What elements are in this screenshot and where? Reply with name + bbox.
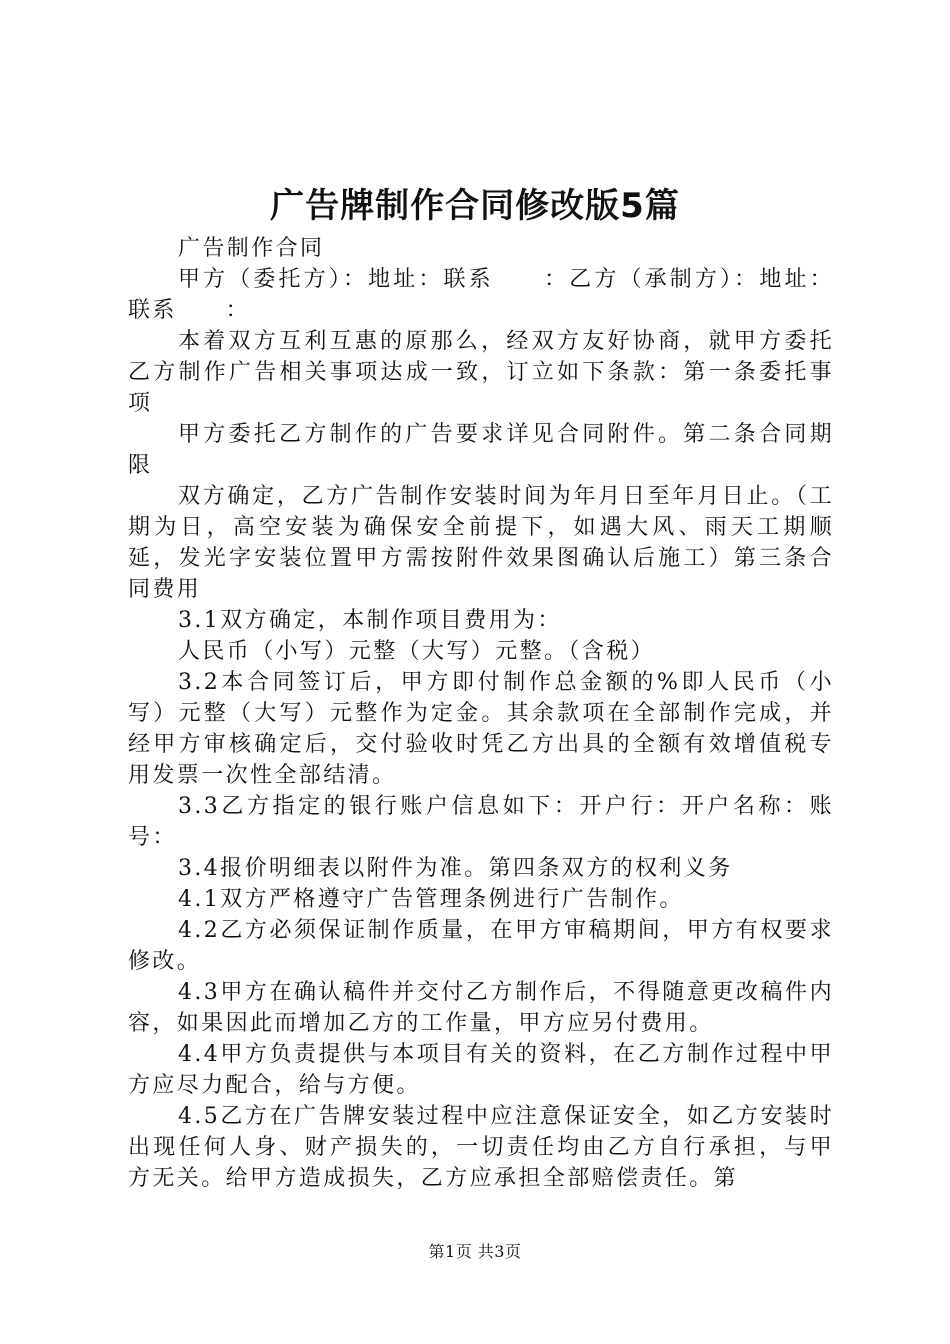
paragraph-3-2: 3.2本合同签订后，甲方即付制作总金额的%即人民币（小写）元整（大写）元整作为定金。其余款项在全部制作完成，并经甲方审核确定后，交付验收时凭乙方出具的全额有效增值税专用发票一次性全部结清。 xyxy=(128,670,834,788)
paragraph-4-2: 4.2乙方必须保证制作质量，在甲方审稿期间，甲方有权要求修改。 xyxy=(128,918,834,974)
paragraph-heading: 广告制作合同 xyxy=(178,236,325,261)
paragraph-preamble: 本着双方互利互惠的原那么，经双方友好协商，就甲方委托乙方制作广告相关事项达成一致，订立如下条款：第一条委托事项 xyxy=(128,329,834,416)
paragraph-3-3: 3.3乙方指定的银行账户信息如下：开户行：开户名称：账号： xyxy=(128,794,834,850)
page-number-footer: 第1页 共3页 xyxy=(428,1242,522,1261)
paragraph-4-3: 4.3甲方在确认稿件并交付乙方制作后，不得随意更改稿件内容，如果因此而增加乙方的工作量，甲方应另付费用。 xyxy=(128,980,834,1036)
paragraph-amount: 人民币（小写）元整（大写）元整。（含税） xyxy=(178,639,656,664)
paragraph-4-1: 4.1双方严格遵守广告管理条例进行广告制作。 xyxy=(178,887,684,912)
paragraph-3-4: 3.4报价明细表以附件为准。第四条双方的权利义务 xyxy=(178,856,733,881)
paragraph-term: 双方确定，乙方广告制作安装时间为年月日至年月日止。（工期为日，高空安装为确保安全前提下，如遇大风、雨天工期顺延，发光字安装位置甲方需按附件效果图确认后施工）第三条合同费用 xyxy=(128,484,834,602)
paragraph-4-5: 4.5乙方在广告牌安装过程中应注意保证安全，如乙方安装时出现任何人身、财产损失的，一切责任均由乙方自行承担，与甲方无关。给甲方造成损失，乙方应承担全部赔偿责任。第 xyxy=(128,1104,834,1191)
paragraph-commission: 甲方委托乙方制作的广告要求详见合同附件。第二条合同期限 xyxy=(128,422,834,478)
document-title: 广告牌制作合同修改版5篇 xyxy=(270,186,680,226)
paragraph-parties: 甲方（委托方）：地址：联系 ：乙方（承制方）：地址：联系 ： xyxy=(128,267,834,323)
paragraph-4-4: 4.4甲方负责提供与本项目有关的资料，在乙方制作过程中甲方应尽力配合，给与方便。 xyxy=(128,1042,834,1098)
document-body xyxy=(128,233,834,1194)
paragraph-3-1: 3.1双方确定，本制作项目费用为： xyxy=(178,608,562,633)
